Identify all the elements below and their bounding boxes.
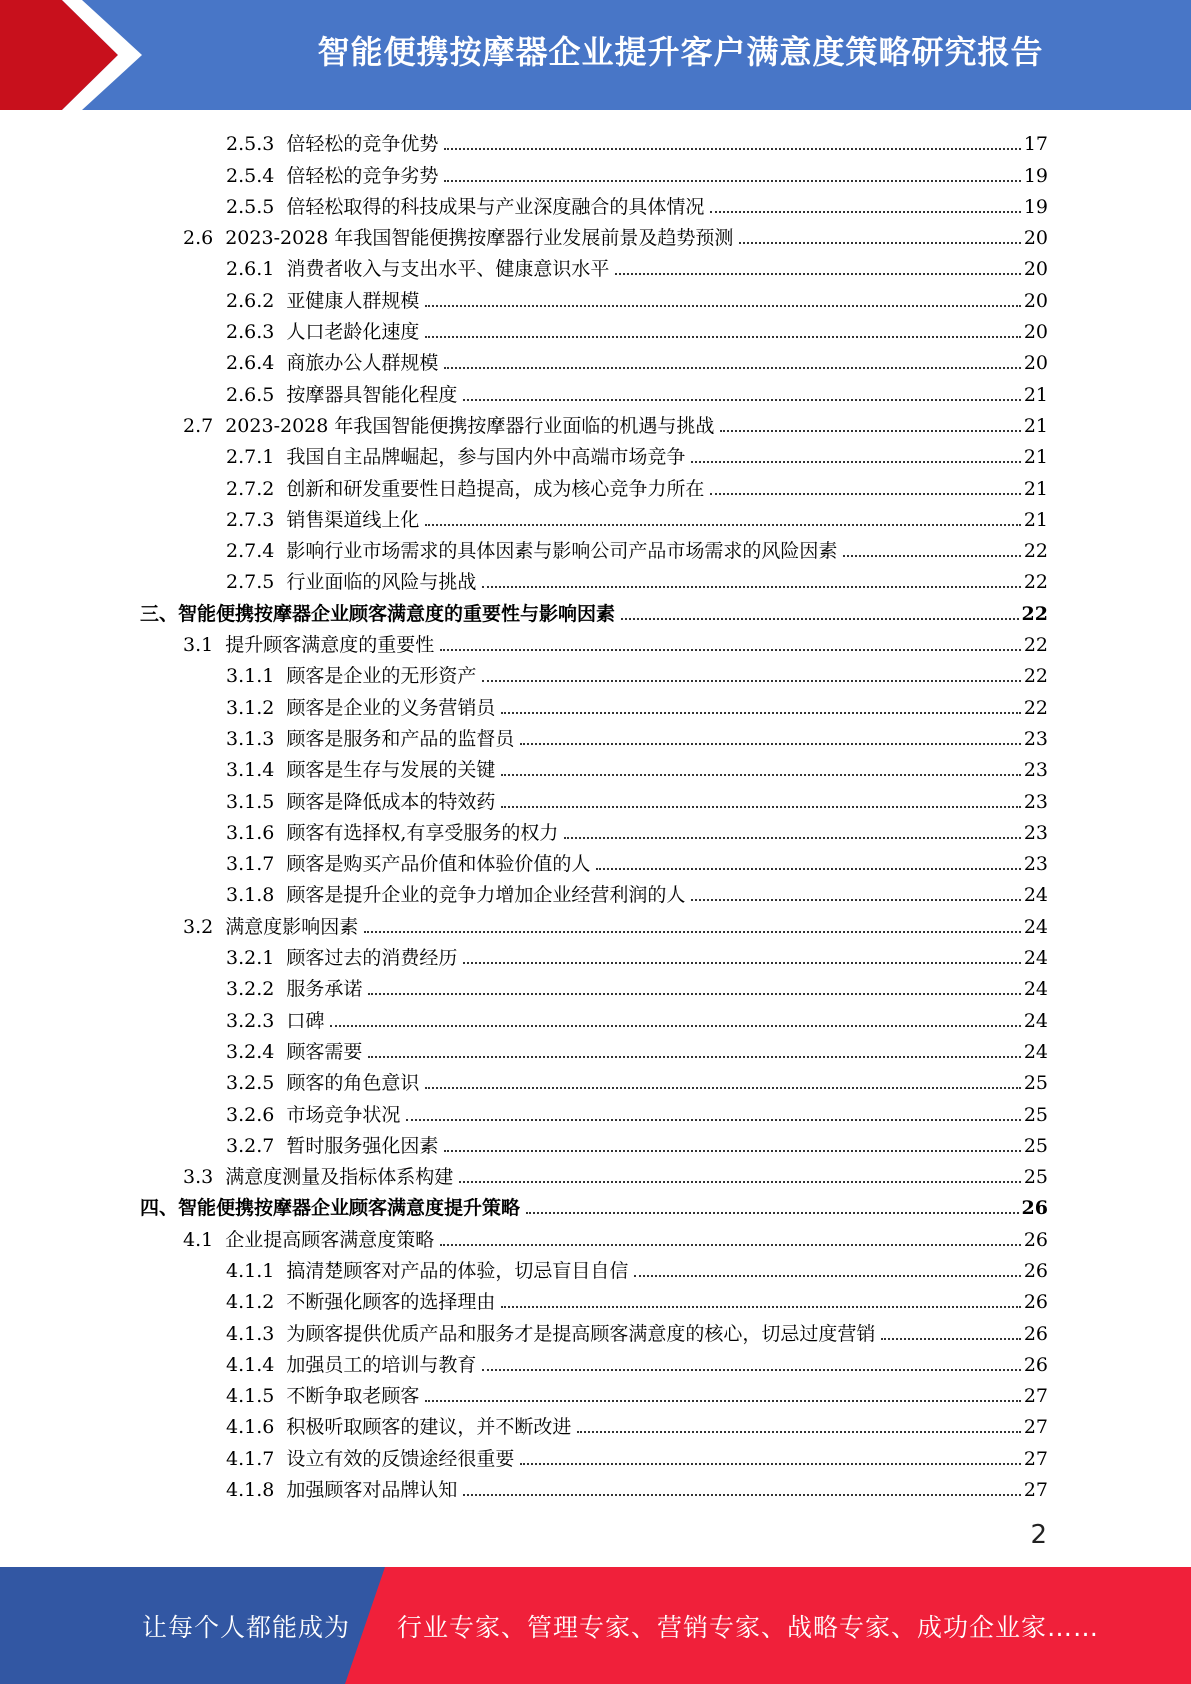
toc-dot-leader (444, 148, 1020, 150)
toc-dot-leader (364, 931, 1021, 933)
toc-entry[interactable] (140, 910, 1048, 941)
toc-entry-page: 26 (1023, 1291, 1048, 1314)
toc-entry-title: 人口老龄化速度 (286, 321, 420, 344)
red-chevron-icon (0, 0, 150, 110)
report-title: 智能便携按摩器企业提升客户满意度策略研究报告 (317, 33, 1044, 71)
toc-entry-title: 满意度测量及指标体系构建 (225, 1166, 454, 1189)
toc-entry-title: 亚健康人群规模 (286, 289, 420, 312)
toc-entry-title: 市场竞争状况 (286, 1103, 401, 1126)
toc-entry-title: 顾客是服务和产品的监督员 (286, 727, 515, 750)
toc-entry[interactable] (140, 597, 1048, 628)
toc-entry[interactable] (140, 660, 1048, 691)
toc-entry-page: 22 (1023, 571, 1048, 594)
toc-entry[interactable] (140, 879, 1048, 910)
toc-dot-leader (368, 993, 1020, 995)
toc-entry-number: 3.2.4 (226, 1040, 275, 1063)
toc-entry-number: 4.1.8 (226, 1479, 275, 1502)
toc-entry-number: 2.5.5 (226, 195, 275, 218)
toc-entry-title: 为顾客提供优质产品和服务才是提高顾客满意度的核心，切忌过度营销 (286, 1322, 876, 1345)
toc-entry-page: 22 (1023, 696, 1048, 719)
toc-entry-title: 倍轻松的竞争优势 (286, 133, 439, 156)
toc-entry-title: 我国自主品牌崛起，参与国内外中高端市场竞争 (286, 446, 686, 469)
toc-entry-number: 2.6.1 (226, 258, 275, 281)
toc-dot-leader (440, 1244, 1021, 1246)
toc-entry-page: 22 (1021, 602, 1048, 625)
toc-entry-page: 23 (1023, 759, 1048, 782)
toc-entry-number: 3.2.1 (226, 947, 275, 970)
toc-entry[interactable] (140, 1192, 1048, 1223)
toc-entry-page: 27 (1023, 1447, 1048, 1470)
toc-dot-leader (444, 180, 1020, 182)
toc-entry-title: 企业提高顾客满意度策略 (225, 1228, 435, 1251)
toc-entry-title: 搞清楚顾客对产品的体验，切忌盲目自信 (286, 1259, 629, 1282)
toc-dot-leader (526, 1212, 1019, 1214)
toc-entry-title: 服务承诺 (286, 978, 363, 1001)
toc-entry-title: 顾客是购买产品价值和体验价值的人 (286, 853, 591, 876)
toc-entry[interactable] (140, 1223, 1048, 1254)
toc-entry-number: 4.1.2 (226, 1291, 275, 1314)
toc-entry-title: 消费者收入与支出水平、健康意识水平 (286, 258, 610, 281)
toc-entry-title: 智能便携按摩器企业顾客满意度的重要性与影响因素 (178, 602, 616, 625)
toc-dot-leader (691, 899, 1020, 901)
toc-entry-number: 4.1.5 (226, 1385, 275, 1408)
page-footer (0, 1567, 1191, 1684)
toc-entry-title: 暂时服务强化因素 (286, 1134, 439, 1157)
toc-entry[interactable] (140, 566, 1048, 597)
toc-entry[interactable] (140, 1004, 1048, 1035)
toc-entry[interactable] (140, 1380, 1048, 1411)
toc-entry-title: 不断争取老顾客 (286, 1385, 420, 1408)
toc-dot-leader (577, 1431, 1020, 1433)
toc-entry-page: 19 (1023, 164, 1048, 187)
toc-entry-page: 26 (1023, 1353, 1048, 1376)
toc-entry-title: 积极听取顾客的建议，并不断改进 (286, 1416, 572, 1439)
toc-dot-leader (425, 1087, 1020, 1089)
toc-entry[interactable] (140, 754, 1048, 785)
toc-entry[interactable] (140, 1349, 1048, 1380)
toc-entry-number: 2.6 (183, 227, 214, 250)
toc-entry-number: 三、 (140, 602, 179, 625)
toc-entry[interactable] (140, 347, 1048, 378)
toc-entry[interactable] (140, 284, 1048, 315)
toc-entry-number: 2.6.4 (226, 352, 275, 375)
toc-dot-leader (425, 336, 1020, 338)
toc-dot-leader (520, 743, 1020, 745)
toc-entry-title: 2023-2028 年我国智能便携按摩器行业面临的机遇与挑战 (225, 414, 715, 437)
toc-entry-title: 顾客是企业的无形资产 (286, 665, 477, 688)
toc-entry-title: 创新和研发重要性日趋提高，成为核心竞争力所在 (286, 477, 705, 500)
toc-entry-page: 27 (1023, 1479, 1048, 1502)
toc-entry[interactable] (140, 504, 1048, 535)
toc-entry[interactable] (140, 1098, 1048, 1129)
toc-entry-number: 3.2.7 (226, 1134, 275, 1157)
toc-entry-number: 4.1.4 (226, 1353, 275, 1376)
toc-entry-title: 倍轻松取得的科技成果与产业深度融合的具体情况 (286, 195, 705, 218)
toc-dot-leader (444, 1150, 1020, 1152)
toc-entry[interactable] (140, 785, 1048, 816)
toc-entry[interactable] (140, 410, 1048, 441)
toc-dot-leader (739, 242, 1020, 244)
footer-slogan-left: 让每个人都能成为 (142, 1612, 351, 1642)
toc-entry-title: 不断强化顾客的选择理由 (286, 1291, 496, 1314)
toc-entry-title: 提升顾客满意度的重要性 (225, 634, 435, 657)
toc-entry-number: 3.1.7 (226, 853, 275, 876)
toc-entry[interactable] (140, 253, 1048, 284)
toc-dot-leader (330, 1025, 1020, 1027)
toc-entry-title: 顾客是提升企业的竞争力增加企业经营利润的人 (286, 884, 686, 907)
toc-dot-leader (368, 1056, 1020, 1058)
toc-entry[interactable] (140, 378, 1048, 409)
toc-dot-leader (720, 430, 1020, 432)
toc-entry-title: 满意度影响因素 (225, 915, 359, 938)
toc-entry-number: 4.1.7 (226, 1447, 275, 1470)
toc-entry-title: 口碑 (286, 1009, 325, 1032)
toc-entry-number: 2.6.5 (226, 383, 275, 406)
toc-entry-number: 2.7.4 (226, 540, 275, 563)
toc-entry-number: 3.1.5 (226, 790, 275, 813)
toc-dot-leader (881, 1338, 1020, 1340)
toc-dot-leader (482, 680, 1020, 682)
toc-dot-leader (710, 211, 1020, 213)
toc-dot-leader (520, 1463, 1020, 1465)
toc-entry-page: 25 (1023, 1103, 1048, 1126)
toc-entry-page: 24 (1023, 884, 1048, 907)
toc-entry[interactable] (140, 159, 1048, 190)
toc-entry-page: 25 (1023, 1072, 1048, 1095)
toc-entry-page: 27 (1023, 1416, 1048, 1439)
toc-entry-number: 2.6.3 (226, 321, 275, 344)
toc-entry-page: 24 (1023, 1009, 1048, 1032)
toc-entry[interactable] (140, 222, 1048, 253)
toc-entry-page: 26 (1023, 1322, 1048, 1345)
toc-entry-page: 23 (1023, 727, 1048, 750)
toc-entry-title: 顾客是企业的义务营销员 (286, 696, 496, 719)
toc-dot-leader (710, 493, 1020, 495)
toc-entry-page: 21 (1023, 477, 1048, 500)
toc-dot-leader (463, 399, 1020, 401)
toc-entry[interactable] (140, 1036, 1048, 1067)
toc-dot-leader (463, 1494, 1020, 1496)
toc-entry-title: 影响行业市场需求的具体因素与影响公司产品市场需求的风险因素 (286, 540, 838, 563)
toc-entry[interactable] (140, 1255, 1048, 1286)
toc-entry-number: 3.2.2 (226, 978, 275, 1001)
toc-entry-title: 顾客需要 (286, 1040, 363, 1063)
toc-entry-page: 26 (1023, 1228, 1048, 1251)
toc-entry-page: 21 (1023, 414, 1048, 437)
toc-entry-page: 26 (1021, 1197, 1048, 1220)
toc-entry-number: 2.7.3 (226, 508, 275, 531)
toc-entry[interactable] (140, 535, 1048, 566)
toc-entry[interactable] (140, 848, 1048, 879)
toc-entry-page: 24 (1023, 978, 1048, 1001)
toc-entry[interactable] (140, 472, 1048, 503)
toc-entry-number: 3.1.8 (226, 884, 275, 907)
toc-dot-leader (425, 1400, 1020, 1402)
toc-entry-page: 20 (1023, 321, 1048, 344)
toc-entry-page: 17 (1023, 133, 1048, 156)
toc-entry-page: 27 (1023, 1385, 1048, 1408)
toc-entry-page: 24 (1023, 915, 1048, 938)
toc-entry-number: 2.6.2 (226, 289, 275, 312)
toc-entry-number: 2.5.3 (226, 133, 275, 156)
toc-entry[interactable] (140, 191, 1048, 222)
toc-entry-number: 4.1.3 (226, 1322, 275, 1345)
toc-entry-number: 3.2.3 (226, 1009, 275, 1032)
toc-entry-title: 按摩器具智能化程度 (286, 383, 458, 406)
toc-entry-number: 3.1.1 (226, 665, 275, 688)
toc-entry-page: 20 (1023, 227, 1048, 250)
toc-entry[interactable] (140, 1130, 1048, 1161)
toc-entry[interactable] (140, 441, 1048, 472)
toc-entry-page: 25 (1023, 1134, 1048, 1157)
toc-entry[interactable] (140, 1317, 1048, 1348)
toc-dot-leader (501, 806, 1020, 808)
toc-dot-leader (482, 1369, 1020, 1371)
toc-entry[interactable] (140, 723, 1048, 754)
toc-entry-number: 3.1.2 (226, 696, 275, 719)
toc-entry-title: 倍轻松的竞争劣势 (286, 164, 439, 187)
toc-entry-title: 商旅办公人群规模 (286, 352, 439, 375)
toc-entry-page: 21 (1023, 446, 1048, 469)
toc-dot-leader (501, 774, 1020, 776)
toc-entry-number: 3.3 (183, 1166, 214, 1189)
toc-entry-number: 4.1.6 (226, 1416, 275, 1439)
toc-dot-leader (634, 1275, 1020, 1277)
toc-dot-leader (440, 649, 1021, 651)
toc-entry-title: 加强员工的培训与教育 (286, 1353, 477, 1376)
toc-dot-leader (459, 1181, 1021, 1183)
toc-entry-number: 3.2.5 (226, 1072, 275, 1095)
page-number: 2 (1030, 1520, 1047, 1550)
toc-entry-page: 20 (1023, 352, 1048, 375)
toc-entry-number: 2.7 (183, 414, 214, 437)
toc-entry-page: 21 (1023, 508, 1048, 531)
toc-entry-page: 23 (1023, 790, 1048, 813)
toc-entry-number: 2.7.2 (226, 477, 275, 500)
toc-entry-number: 3.2.6 (226, 1103, 275, 1126)
toc-dot-leader (843, 555, 1020, 557)
toc-dot-leader (482, 586, 1020, 588)
toc-entry-title: 顾客是生存与发展的关键 (286, 759, 496, 782)
toc-entry-page: 22 (1023, 540, 1048, 563)
toc-entry[interactable] (140, 1161, 1048, 1192)
toc-entry[interactable] (140, 1411, 1048, 1442)
toc-entry-title: 设立有效的反馈途经很重要 (286, 1447, 515, 1470)
toc-entry-page: 20 (1023, 258, 1048, 281)
toc-entry-title: 顾客的角色意识 (286, 1072, 420, 1095)
toc-entry-title: 智能便携按摩器企业顾客满意度提升策略 (178, 1197, 521, 1220)
toc-entry-page: 20 (1023, 289, 1048, 312)
toc-entry[interactable] (140, 1442, 1048, 1473)
toc-entry[interactable] (140, 1067, 1048, 1098)
toc-dot-leader (596, 868, 1020, 870)
toc-dot-leader (501, 712, 1020, 714)
toc-entry[interactable] (140, 817, 1048, 848)
toc-entry[interactable] (140, 942, 1048, 973)
toc-entry-page: 24 (1023, 947, 1048, 970)
toc-entry-title: 顾客过去的消费经历 (286, 947, 458, 970)
toc-entry-title: 顾客是降低成本的特效药 (286, 790, 496, 813)
toc-entry-page: 22 (1023, 665, 1048, 688)
toc-entry-number: 3.1.6 (226, 821, 275, 844)
toc-entry-page: 26 (1023, 1259, 1048, 1282)
toc-entry[interactable] (140, 973, 1048, 1004)
toc-entry-number: 2.7.5 (226, 571, 275, 594)
toc-entry-number: 四、 (140, 1197, 179, 1220)
toc-entry-page: 24 (1023, 1040, 1048, 1063)
toc-entry-title: 2023-2028 年我国智能便携按摩器行业发展前景及趋势预测 (225, 227, 734, 250)
toc-dot-leader (621, 618, 1019, 620)
toc-dot-leader (444, 367, 1020, 369)
toc-entry-number: 3.1.4 (226, 759, 275, 782)
toc-dot-leader (691, 461, 1020, 463)
toc-entry-number: 2.5.4 (226, 164, 275, 187)
toc-entry[interactable] (140, 1474, 1048, 1505)
page-header (0, 0, 1191, 110)
toc-entry-number: 3.1.3 (226, 727, 275, 750)
toc-entry[interactable] (140, 128, 1048, 159)
footer-slogan-right: 行业专家、管理专家、营销专家、战略专家、成功企业家…… (397, 1612, 1100, 1642)
toc-dot-leader (564, 837, 1020, 839)
toc-entry-page: 21 (1023, 383, 1048, 406)
toc-entry-title: 行业面临的风险与挑战 (286, 571, 477, 594)
toc-dot-leader (425, 305, 1020, 307)
toc-entry-title: 销售渠道线上化 (286, 508, 420, 531)
toc-dot-leader (425, 524, 1020, 526)
table-of-contents (140, 128, 1048, 1505)
toc-dot-leader (406, 1119, 1020, 1121)
toc-entry[interactable] (140, 1286, 1048, 1317)
toc-entry-page: 25 (1023, 1166, 1048, 1189)
toc-entry[interactable] (140, 316, 1048, 347)
toc-entry[interactable] (140, 691, 1048, 722)
toc-entry-number: 4.1.1 (226, 1259, 275, 1282)
toc-entry-number: 3.2 (183, 915, 214, 938)
toc-entry-title: 顾客有选择权,有享受服务的权力 (286, 821, 559, 844)
toc-entry-page: 23 (1023, 853, 1048, 876)
toc-dot-leader (615, 273, 1020, 275)
toc-dot-leader (501, 1306, 1020, 1308)
toc-dot-leader (463, 962, 1020, 964)
toc-entry-number: 2.7.1 (226, 446, 275, 469)
toc-entry-number: 3.1 (183, 634, 214, 657)
toc-entry-title: 加强顾客对品牌认知 (286, 1479, 458, 1502)
toc-entry[interactable] (140, 629, 1048, 660)
toc-entry-number: 4.1 (183, 1228, 214, 1251)
toc-entry-page: 19 (1023, 195, 1048, 218)
toc-entry-page: 23 (1023, 821, 1048, 844)
toc-entry-page: 22 (1023, 634, 1048, 657)
